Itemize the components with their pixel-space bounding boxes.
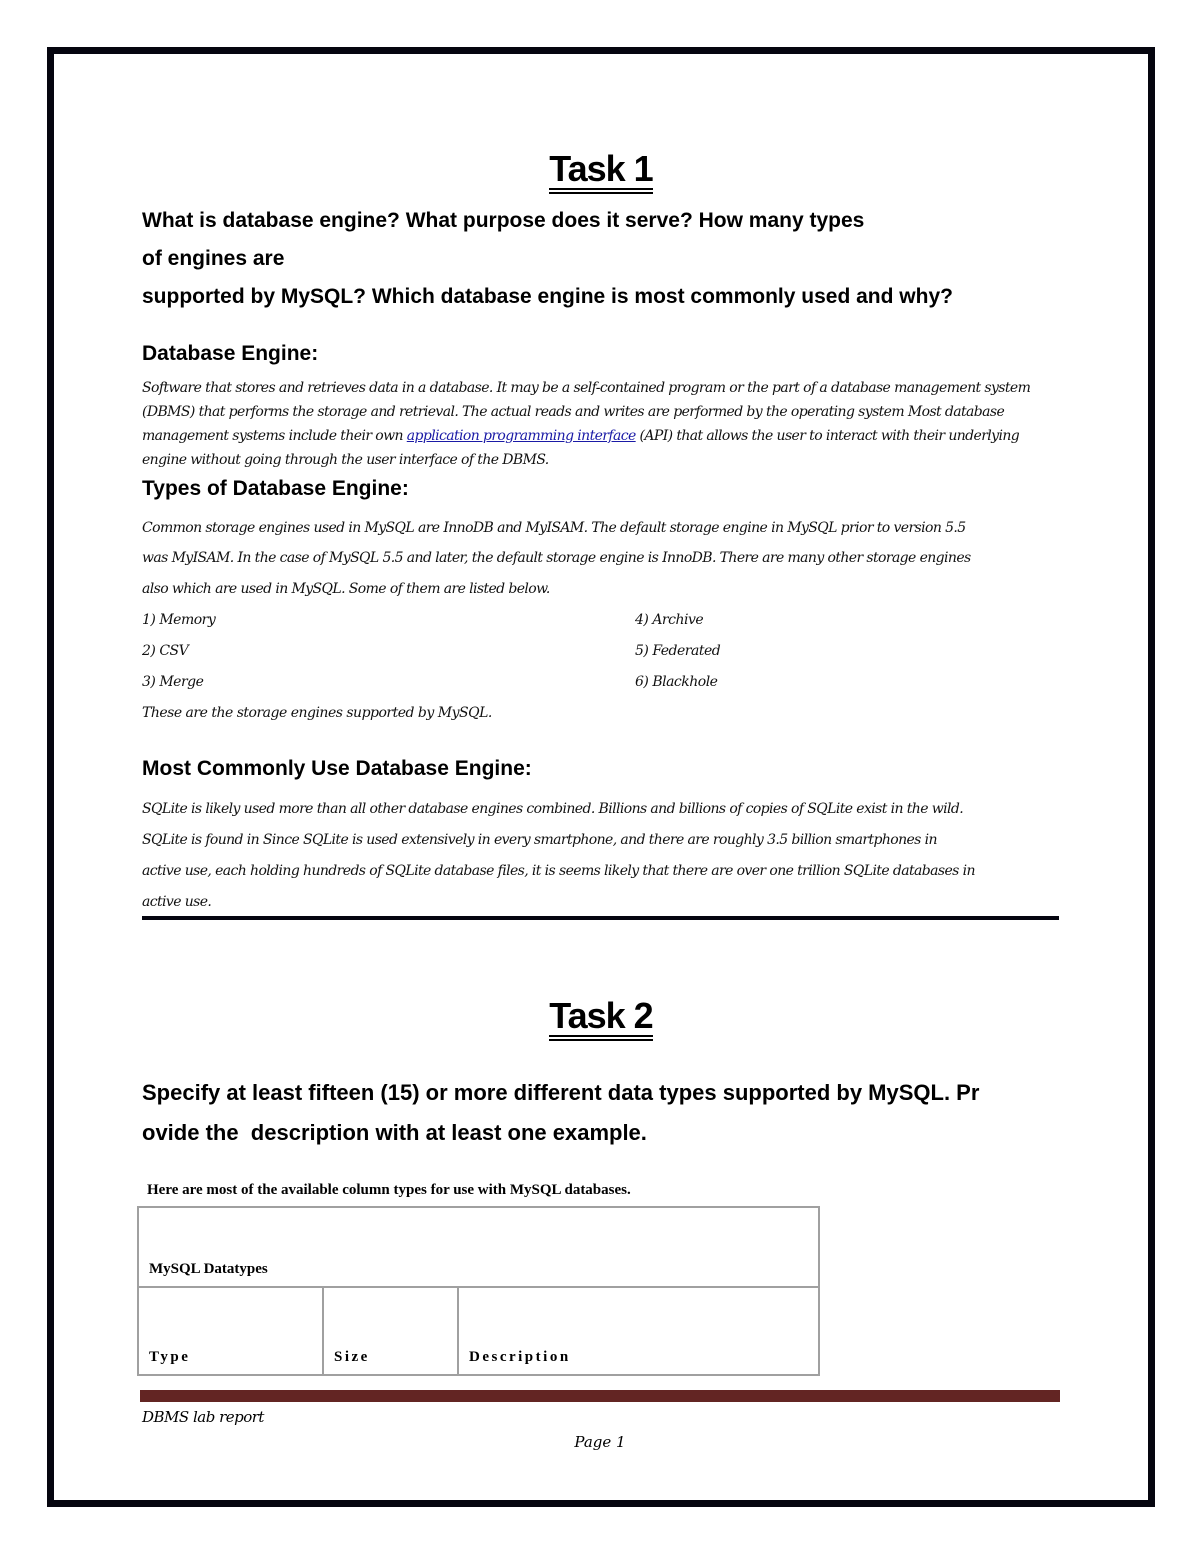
engine-item: 6) Blackhole bbox=[635, 674, 718, 690]
task2-title bbox=[142, 995, 1060, 1041]
table-title-row bbox=[138, 1207, 819, 1287]
table-header-row bbox=[138, 1287, 819, 1375]
types-line1: Common storage engines used in MySQL are InnoDB and MyISAM. The default storage engine in MySQL prior to version 5.5 bbox=[142, 520, 966, 536]
database-engine-text: Software that stores and retrieves data in a database. It may be a self-contained program or the part of a database management system (DBMS) that performs the storage and retrieval. The actual reads and writes are performed by the operating system Most database management systems include their own bbox=[142, 380, 1031, 444]
database-engine-text-end: (API) that allows the user to interact with their underlying engine without going through the user interface of the DBMS. bbox=[142, 428, 1020, 468]
types-line3: also which are used in MySQL. Some of them are listed below. bbox=[142, 581, 550, 597]
task2-title-text: Task 2 bbox=[549, 997, 652, 1041]
task1-title-text: Task 1 bbox=[549, 150, 652, 194]
section-divider bbox=[142, 916, 1059, 920]
engine-item: 1) Memory bbox=[142, 612, 216, 628]
database-engine-paragraph bbox=[142, 376, 1032, 472]
footer-bar bbox=[140, 1390, 1060, 1402]
database-engine-heading: Database Engine: bbox=[142, 342, 319, 365]
task1-title bbox=[142, 148, 1060, 194]
most-common-line3: active use, each holding hundreds of SQLite database files, it is seems likely that there are over one trillion SQLite databases in bbox=[142, 863, 975, 879]
most-common-heading: Most Commonly Use Database Engine: bbox=[142, 757, 532, 780]
table-intro: Here are most of the available column types for use with MySQL databases. bbox=[147, 1182, 631, 1198]
header-size: Size bbox=[323, 1287, 458, 1375]
engine-item: 5) Federated bbox=[635, 643, 721, 659]
footer-title: DBMS lab report bbox=[142, 1408, 264, 1426]
engine-item: 2) CSV bbox=[142, 643, 189, 659]
page-number: Page 1 bbox=[574, 1433, 626, 1451]
types-line2: was MyISAM. In the case of MySQL 5.5 and later, the default storage engine is InnoDB. There are many other storage engines bbox=[142, 550, 971, 566]
most-common-line1: SQLite is likely used more than all other database engines combined. Billions and billions of copies of SQLite exist in the wild. bbox=[142, 801, 964, 817]
most-common-line2: SQLite is found in Since SQLite is used extensively in every smartphone, and there are roughly 3.5 billion smartphones in bbox=[142, 832, 937, 848]
task2-question-line2: ovide the description with at least one example. bbox=[142, 1120, 647, 1145]
header-type: Type bbox=[138, 1287, 323, 1375]
task1-question-line2: of engines are bbox=[142, 247, 285, 270]
task1-question-line1: What is database engine? What purpose does it serve? How many types bbox=[142, 209, 865, 232]
header-description: Description bbox=[458, 1287, 819, 1375]
table-title-cell: MySQL Datatypes bbox=[138, 1207, 819, 1287]
types-heading: Types of Database Engine: bbox=[142, 477, 409, 500]
datatypes-table bbox=[137, 1206, 820, 1376]
most-common-line4: active use. bbox=[142, 894, 212, 910]
engine-item: 3) Merge bbox=[142, 674, 204, 690]
types-closing: These are the storage engines supported by MySQL. bbox=[142, 705, 492, 721]
task2-question-line1: Specify at least fifteen (15) or more different data types supported by MySQL. Pr bbox=[142, 1080, 980, 1105]
engine-item: 4) Archive bbox=[635, 612, 704, 628]
task1-question-line3: supported by MySQL? Which database engine is most commonly used and why? bbox=[142, 285, 953, 308]
api-link[interactable]: application programming interface bbox=[406, 428, 636, 444]
